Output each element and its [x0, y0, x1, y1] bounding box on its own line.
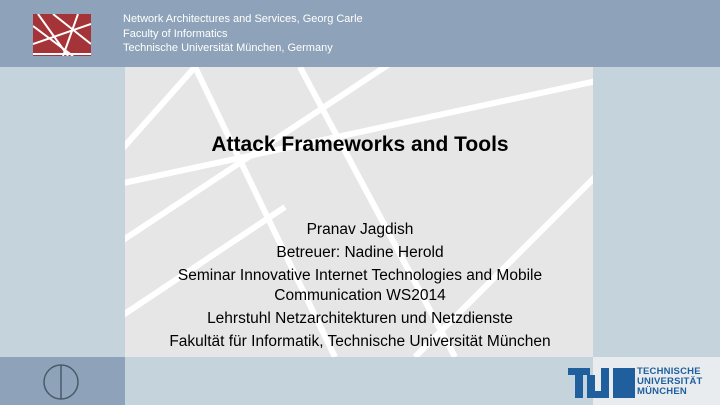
slide-info-block — [145, 220, 575, 355]
chair-logo — [33, 14, 91, 56]
header-text-block — [123, 12, 363, 56]
advisor-name: Betreuer: Nadine Herold — [276, 244, 444, 261]
left-side-panel — [0, 67, 125, 357]
chair-logo-icon — [33, 14, 91, 56]
footer-mid-panel — [125, 357, 593, 405]
header-line-2: Faculty of Informatics — [123, 27, 228, 40]
tum-line-1: TECHNISCHE — [637, 366, 701, 377]
tum-line-3: MÜNCHEN — [637, 386, 687, 397]
faculty-name: Fakultät für Informatik, Technische Universität München — [169, 333, 551, 350]
header-line-1: Network Architectures and Services, Georg Carle — [123, 13, 363, 25]
header-line-3: Technische Universität München, Germany — [123, 42, 333, 54]
university-seal-icon — [41, 362, 81, 402]
seminar-name: Seminar Innovative Internet Technologies and Mobile Communication WS2014 — [177, 267, 543, 304]
header-right-panel — [593, 0, 720, 67]
slide-title: Attack Frameworks and Tools — [211, 133, 509, 156]
chair-name: Lehrstuhl Netzarchitekturen und Netzdienste — [207, 310, 513, 327]
tum-line-2: UNIVERSITÄT — [637, 376, 703, 387]
author-name: Pranav Jagdish — [306, 221, 414, 238]
tum-wordmark — [637, 367, 703, 397]
right-side-panel — [593, 67, 720, 357]
